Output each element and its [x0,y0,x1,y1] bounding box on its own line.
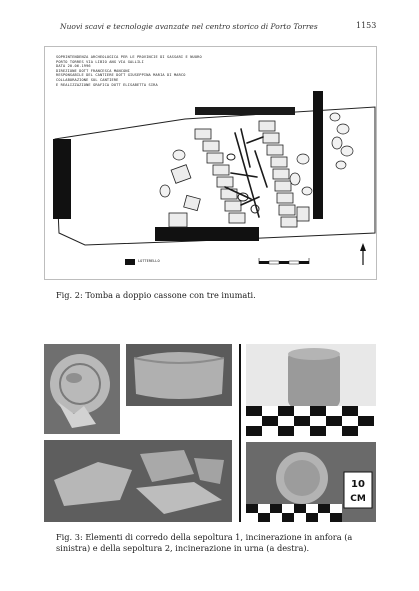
photo-urn [246,344,376,436]
photo-urn-lid [246,442,376,522]
left-wall [53,139,71,219]
running-title: Nuovi scavi e tecnologie avanzate nel centro storico di Porto Torres [60,22,318,31]
plan-note-line: DATA 20.06.1996 [56,64,91,69]
checker-scale [246,406,376,436]
right-wall [313,91,323,219]
plan-notes [56,55,236,87]
figure-2-caption: Fig. 2: Tomba a doppio cassone con tre inumati. [56,290,256,300]
photo-plate-fragment [44,344,120,434]
plan-note-line: E REALIZZAZIONE GRAFICA DOTT ELISABETTA SIRA [56,82,158,87]
plan-note-line: DIREZIONE DOTT FRANCESCA MANCONI [56,68,131,73]
bottom-base [155,227,259,241]
plan-note-line: COLLABORAZIONE SUL CANTIERE [56,77,119,82]
photo-amphora-sherds [44,440,232,522]
legend-swatch [125,259,135,265]
figure-2-plan [44,46,377,280]
scale-label-unit: CM [350,494,366,504]
legend-label: LOTTERELLO [138,259,160,263]
top-wall [195,107,295,115]
page-number: 1153 [356,21,377,30]
photo-vessel-rim [126,344,232,406]
tomb-outline [55,107,375,245]
figure-3-caption: Fig. 3: Elementi di corredo della sepoltura 1, incinerazione in anfora (a sinistra) e della sepoltura 2, incinerazione in urna (a destra). [56,532,353,553]
plan-note-line: RESPONSABILE DEL CANTIERE DOTT GIUSEPPINA MARIA DI MARCO [56,73,186,78]
plan-note-line: SOPRINTENDENZA ARCHEOLOGICA PER LE PROVINCIE DI SASSARI E NUORO [56,55,202,59]
figure-divider [239,344,241,522]
north-arrow-icon [360,243,366,265]
scale-bar [259,258,309,264]
scale-label-value: 10 [351,479,365,490]
plan-note-line: PORTO TORRES VIA LIBIO ANG VIA GALLILI [56,59,144,64]
